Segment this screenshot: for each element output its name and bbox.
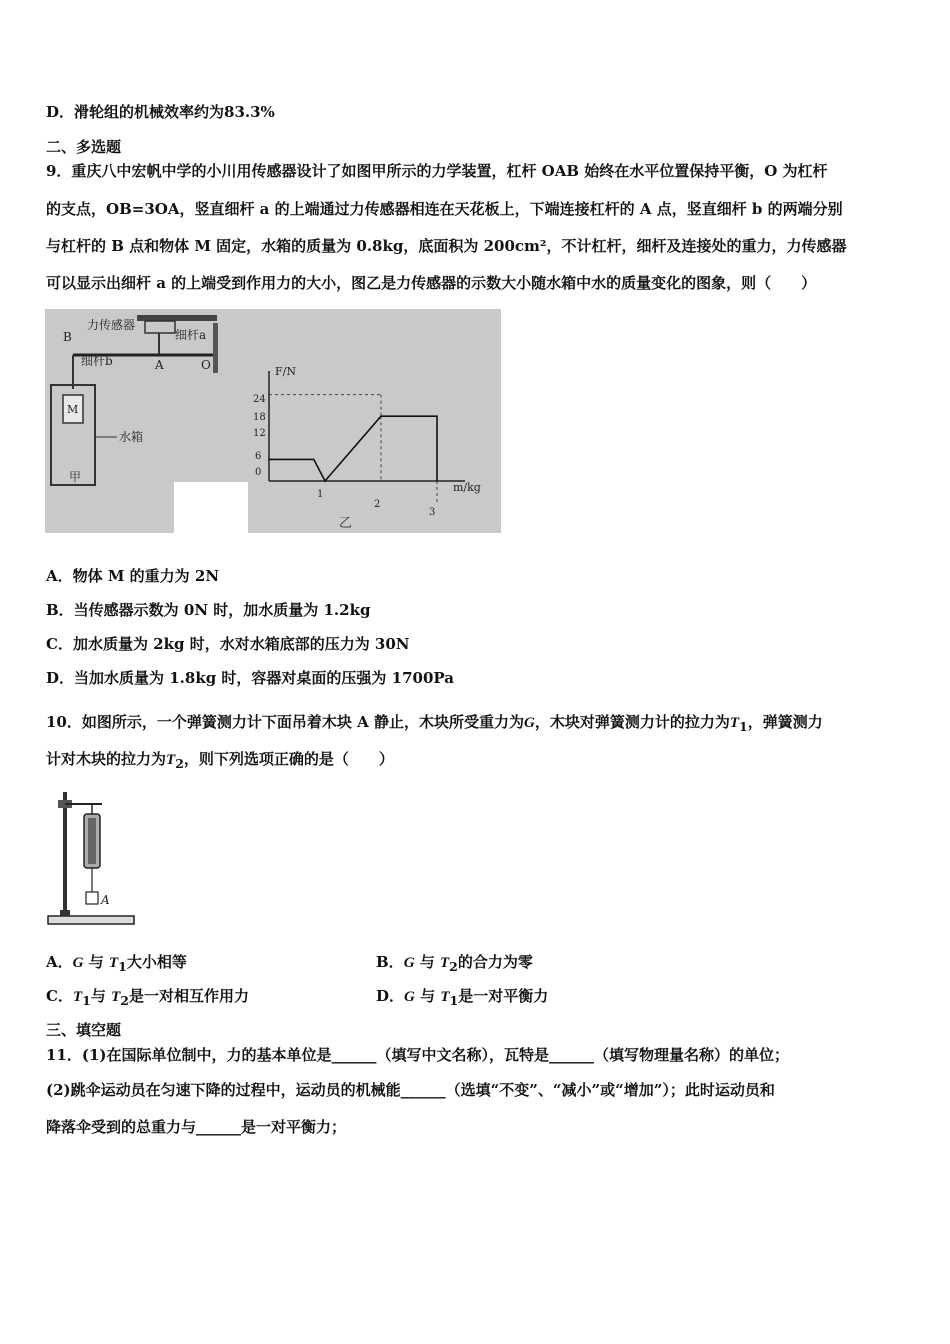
data-point-3 [380,415,382,417]
q10-text: 10．如图所示，一个弹簧测力计下面吊着木块 A 静止，木块所受重力为 [46,713,524,731]
var-t: T [439,955,450,971]
q10-stem-line-1 [46,712,823,737]
var-t: T [72,989,83,1005]
var-t: T [111,989,121,1005]
y-tick-0: 0 [255,467,262,478]
label-o: O [201,358,211,372]
y-tick-12: 12 [253,428,266,439]
var-g: G [403,955,415,971]
sub-1: 1 [118,959,127,974]
q9-option-d: D．当加水质量为 1.8kg 时，容器对桌面的压强为 1700Pa [46,669,454,687]
opt-label: B． [376,953,404,971]
q10-text: 计对木块的拉力为 [46,750,167,768]
q9-stem-line-1: 9．重庆八中宏帆中学的小川用传感器设计了如图甲所示的力学装置，杠杆 OAB 始终在水平位置保持平衡，O 为杠杆 [46,162,828,180]
label-yi: 乙 [339,516,353,531]
q10-option-d [376,986,548,1011]
opt-text: 大小相等 [126,953,187,971]
q9-option-b: B．当传感器示数为 0N 时，加水质量为 1.2kg [46,601,371,619]
label-b: B [63,330,72,344]
x-axis-label: m/kg [453,481,481,494]
q9-option-a: A．物体 M 的重力为 2N [46,567,220,585]
q10-text: ，木块对弹簧测力计的拉力为 [534,713,730,731]
opt-text: 与 [414,953,440,971]
label-rod-a: 细杆a [175,328,207,342]
q10-option-a [46,952,187,977]
var-t: T [108,955,119,971]
opt-text: 与 [90,987,112,1005]
opt-text: 是一对相互作用力 [128,987,249,1005]
y-tick-24: 24 [253,394,266,405]
data-point-2 [324,480,326,482]
opt-text: 的合力为零 [457,953,533,971]
opt-label: D． [376,987,405,1005]
var-g: G [404,989,415,1005]
x-tick-1: 1 [317,489,324,500]
white-patch [174,482,248,533]
stand-base [48,916,134,924]
q10-stem-line-2 [46,749,394,774]
label-sensor: 力传感器 [87,318,136,332]
sub-2: 2 [449,959,458,974]
label-block-a: A [101,893,110,907]
var-g: G [72,955,84,971]
q10-option-c [46,986,249,1011]
y-tick-6: 6 [255,451,262,462]
wall-pivot [213,323,218,373]
x-tick-3: 3 [429,507,436,518]
y-tick-18: 18 [253,412,266,423]
q9-figure [45,309,501,533]
q9-option-c: C．加水质量为 2kg 时，水对水箱底部的压力为 30N [46,635,410,653]
var-t: T [166,752,176,768]
q11-line-3: 降落伞受到的总重力与______是一对平衡力； [46,1118,347,1136]
data-point-5 [436,480,438,482]
label-rod-b: 细杆b [81,354,113,368]
sub-1: 1 [449,993,459,1008]
q10-figure [46,788,136,934]
label-tank: 水箱 [119,430,144,444]
opt-label: A． [46,953,73,971]
stand-pole [63,792,67,912]
sub-1: 1 [82,993,91,1008]
sub-2: 2 [120,993,129,1008]
opt-text: 与 [414,987,441,1005]
data-point-4 [436,415,438,417]
sub-2: 2 [175,756,184,771]
label-jia: 甲 [69,470,82,484]
scale-window [88,818,96,864]
section-heading-fill-in: 三、填空题 [46,1021,122,1039]
q10-option-b [376,952,533,977]
q10-text: ，弹簧测力 [747,713,823,731]
y-axis-label: F/N [275,365,296,378]
section-heading-multiple-choice: 二、多选题 [46,138,122,156]
q9-stem-line-2: 的支点，OB=3OA，竖直细杆 a 的上端通过力传感器相连在天花板上，下端连接杠杆的 A 点，竖直细杆 b 的两端分别 [46,200,843,218]
var-g: G [523,715,535,731]
q11-line-1: 11．(1)在国际单位制中，力的基本单位是______（填写中文名称），瓦特是______（填写物理量名称）的单位； [46,1046,790,1064]
q9-stem-line-4: 可以显示出细杆 a 的上端受到作用力的大小，图乙是力传感器的示数大小随水箱中水的质量变化的图象，则（ ） [46,274,817,292]
q9-stem-line-3: 与杠杆的 B 点和物体 M 固定，水箱的质量为 0.8kg，底面积为 200cm²，不计杠杆，细杆及连接处的重力，力传感器 [46,237,847,255]
block-a [86,892,98,904]
var-t: T [729,715,739,731]
q10-figure-svg [46,788,136,934]
label-a: A [155,358,164,372]
q9-figure-svg [45,309,501,533]
data-point-0 [268,459,270,461]
opt-text: 是一对平衡力 [458,987,549,1005]
var-t: T [440,989,450,1005]
label-m: M [67,403,79,416]
opt-label: C． [46,987,73,1005]
ceiling-bar [137,315,217,321]
x-tick-2: 2 [374,499,381,510]
sub-1: 1 [739,719,748,734]
q10-text: ，则下列选项正确的是（ ） [183,750,394,768]
q8-option-d: D．滑轮组的机械效率约为83.3% [46,103,275,121]
opt-text: 与 [83,953,109,971]
data-point-1 [313,459,315,461]
q11-line-2: (2)跳伞运动员在匀速下降的过程中，运动员的机械能______（选填“不变”、“减小”或“增加”）；此时运动员和 [46,1081,775,1099]
